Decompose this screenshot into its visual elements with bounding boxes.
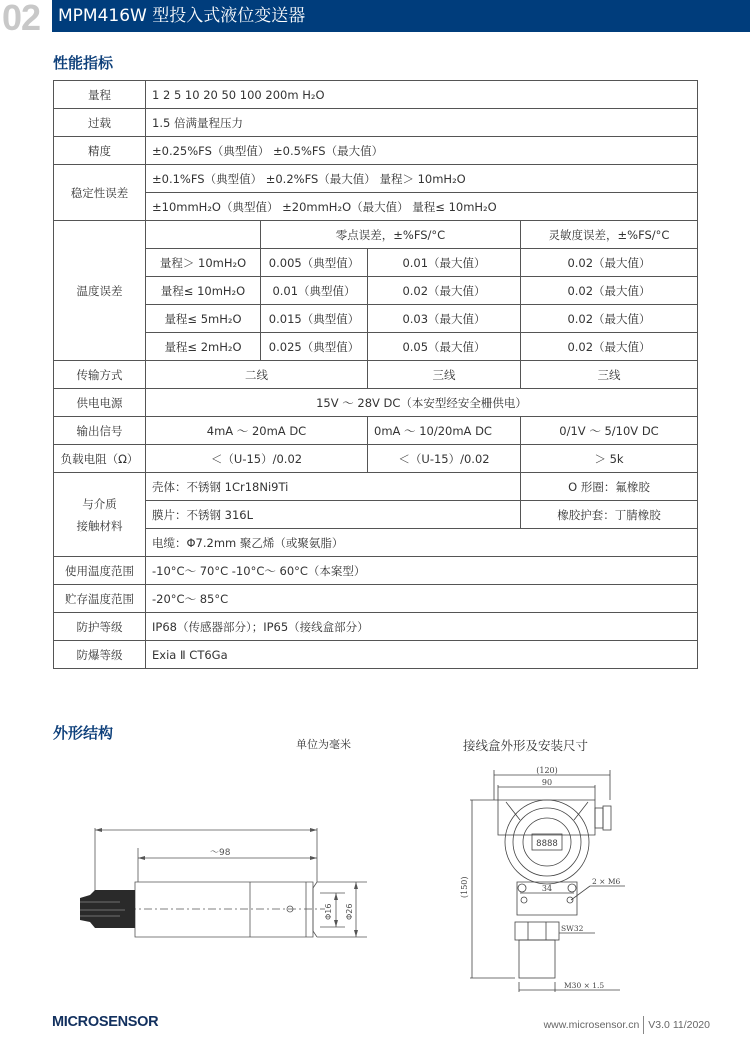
transmission-value: 三线 [368,361,521,389]
unit-note: 单位为毫米 [296,738,351,751]
probe-length-label: ～98 [210,848,231,858]
wrench-label: SW32 [561,924,584,933]
stability-value: ±10mmH₂O（典型值） ±20mmH₂O（最大值） 量程≤ 10mH₂O [146,193,698,221]
load-value: ＜（U-15）/0.02 [146,445,368,473]
temp-max: 0.05（最大值） [368,333,521,361]
diaphragm-material: 膜片：不锈钢 316L [146,501,521,529]
transmission-value: 二线 [146,361,368,389]
load-value: ＞ 5k [521,445,698,473]
table-row-materials-2 [54,501,698,529]
table-row-storage-temp [54,585,698,613]
junction-box-drawing [440,760,630,1000]
brand-logo: MICROSENSOR [52,1014,159,1030]
row-label: 使用温度范围 [54,557,146,585]
table-row-stability-2 [54,193,698,221]
sensitivity-error-header: 灵敏度误差，±%FS/°C [521,221,698,249]
row-label: 防爆等级 [54,641,146,669]
width-body-label: 90 [541,778,553,787]
table-row-materials [54,473,698,501]
cable-gland [80,890,135,928]
temp-typ: 0.025（典型值） [261,333,368,361]
temp-sens: 0.02（最大值） [521,305,698,333]
stability-value: ±0.1%FS（典型值） ±0.2%FS（最大值） 量程＞ 10mH₂O [146,165,698,193]
thread-section [519,940,555,978]
row-label: 贮存温度范围 [54,585,146,613]
temp-range: 量程＞ 10mH₂O [146,249,261,277]
table-row-explosion [54,641,698,669]
temp-sens: 0.02（最大值） [521,333,698,361]
empty-cell [146,221,261,249]
bracket-label: 34 [541,884,553,893]
temp-max: 0.01（最大值） [368,249,521,277]
load-value: ＜（U-15）/0.02 [368,445,521,473]
row-label: 精度 [54,137,146,165]
row-label: 防护等级 [54,613,146,641]
transmission-value: 三线 [521,361,698,389]
page-title: MPM416W 型投入式液位变送器 [52,0,750,32]
output-value: 0mA ～ 10/20mA DC [368,417,521,445]
display-digits: 8888 [536,839,558,849]
website-link[interactable]: www.microsensor.cn [543,1019,640,1031]
table-row-temp [54,277,698,305]
cable-material: 电缆：Φ7.2mm 聚乙烯（或聚氨脂） [146,529,698,557]
table-row-temp [54,333,698,361]
probe-outer-dia: Φ26 [345,903,354,920]
table-row-overload [54,109,698,137]
temp-max: 0.02（最大值） [368,277,521,305]
row-label: 温度误差 [54,221,146,361]
footer-divider [643,1016,644,1034]
table-row-operating-temp [54,557,698,585]
oring-material: O 形圈：氟橡胶 [521,473,698,501]
zero-error-header: 零点误差，±%FS/°C [261,221,521,249]
table-row-temp [54,249,698,277]
footer-info [544,1016,710,1034]
temp-typ: 0.01（典型值） [261,277,368,305]
table-row-protection [54,613,698,641]
row-label: 传输方式 [54,361,146,389]
storage-temp-value: -20°C～ 85°C [146,585,698,613]
output-value: 4mA ～ 20mA DC [146,417,368,445]
temp-range: 量程≤ 2mH₂O [146,333,261,361]
probe-body [135,882,313,937]
range-value: 1 2 5 10 20 50 100 200m H₂O [146,81,698,109]
spec-table [53,80,698,669]
screws-label: 2 × M6 [592,877,621,886]
row-label [54,473,146,557]
probe-drawing [80,810,380,950]
section-title-structure: 外形结构 [53,724,114,742]
mount-hole [521,897,527,903]
temp-typ: 0.005（典型值） [261,249,368,277]
protection-value: IP68（传感器部分）；IP65（接线盒部分） [146,613,698,641]
table-row-stability [54,165,698,193]
materials-label-line1: 与介质 [82,496,117,511]
table-row-transmission [54,361,698,389]
overload-value: 1.5 倍满量程压力 [146,109,698,137]
probe-tip [313,882,317,937]
power-value: 15V ～ 28V DC（本安型经安全栅供电） [146,389,698,417]
table-row-temp [54,305,698,333]
thread-label: M30 × 1.5 [564,981,605,990]
table-row-output [54,417,698,445]
row-label: 供电电源 [54,389,146,417]
temp-max: 0.03（最大值） [368,305,521,333]
output-value: 0/1V ～ 5/10V DC [521,417,698,445]
materials-label-line2: 接触材料 [76,518,123,533]
row-label: 输出信号 [54,417,146,445]
section-title-performance: 性能指标 [53,54,114,72]
sheath-material: 橡胶护套：丁腈橡胶 [521,501,698,529]
probe-inner-dia: Φ16 [324,903,333,920]
table-row-load [54,445,698,473]
temp-sens: 0.02（最大值） [521,249,698,277]
table-row-temp-header [54,221,698,249]
row-label: 负载电阻（Ω） [54,445,146,473]
row-label: 量程 [54,81,146,109]
table-row-materials-3 [54,529,698,557]
height-total-label: (150) [460,876,469,898]
explosion-value: Exia Ⅱ CT6Ga [146,641,698,669]
accuracy-value: ±0.25%FS（典型值） ±0.5%FS（最大值） [146,137,698,165]
temp-sens: 0.02（最大值） [521,277,698,305]
table-row-accuracy [54,137,698,165]
junction-box-title: 接线盒外形及安装尺寸 [463,738,589,753]
version-label: V3.0 11/2020 [648,1019,710,1031]
operating-temp-value: -10°C～ 70°C -10°C～ 60°C（本案型） [146,557,698,585]
temp-typ: 0.015（典型值） [261,305,368,333]
table-row-power [54,389,698,417]
hex-nut [515,922,559,940]
width-total-label: (120) [536,766,558,775]
row-label: 稳定性误差 [54,165,146,221]
page-number: 02 [2,0,41,38]
mount-hole [567,897,573,903]
housing-material: 壳体：不锈钢 1Cr18Ni9Ti [146,473,521,501]
row-label: 过载 [54,109,146,137]
temp-range: 量程≤ 10mH₂O [146,277,261,305]
table-row-range [54,81,698,109]
temp-range: 量程≤ 5mH₂O [146,305,261,333]
cable-entry [595,808,603,828]
